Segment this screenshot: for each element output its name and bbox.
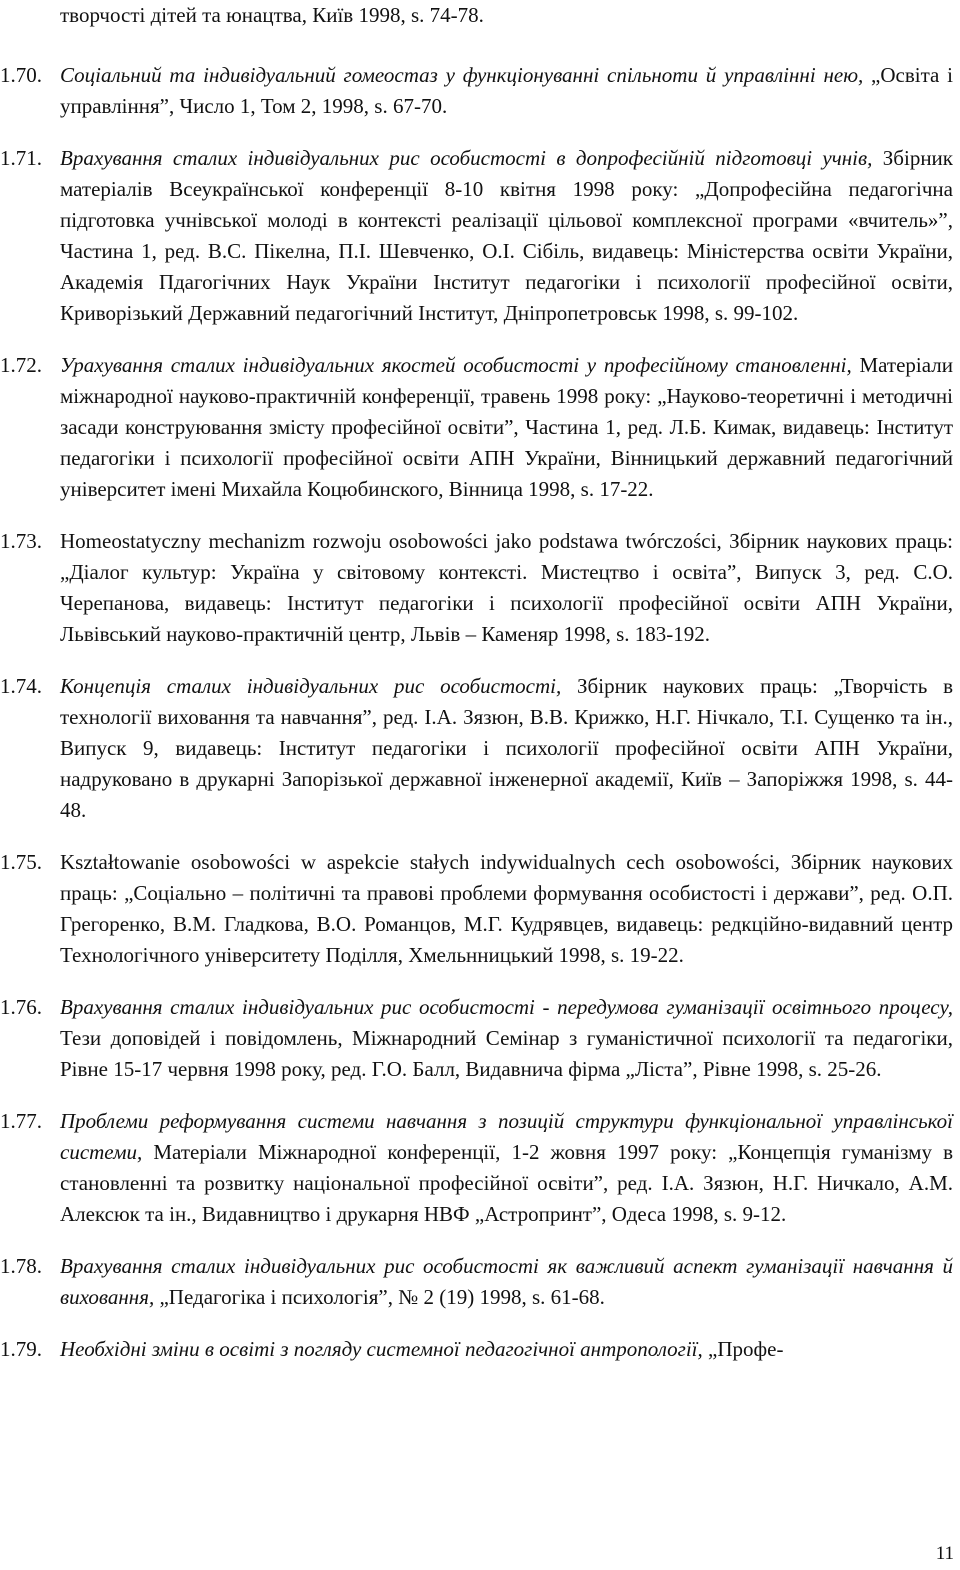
entry-text xyxy=(60,143,953,329)
entry-details: Матеріали міжнародної науково-практичній конференції, травень 1998 року: „Науково-теоретичні і методичні засади конструювання змісту професійної освіти”, Частина 1, ред. Л.Б. Кимак, видавець: Інститут педагогіки і психології професійної освіти АПН України, Вінницький державний педагогічний університет імені Михайла Коцюбинского, Вінница 1998, s. 17-22. xyxy=(60,353,953,501)
entry-text xyxy=(60,526,953,650)
entry-details: „Освіта і управління”, Число 1, Том 2, 1998, s. 67-70. xyxy=(60,63,954,118)
entry-text xyxy=(60,847,953,971)
page-number: 11 xyxy=(935,1543,954,1564)
entry-title: Врахування сталих індивідуальних рис особистості як важливий аспект гуманізації навчання й виховання, xyxy=(60,1254,953,1309)
entry-number: 1.75. xyxy=(0,850,42,874)
entry-number: 1.79. xyxy=(0,1337,42,1361)
entry-number: 1.71. xyxy=(0,146,42,170)
continuation-line: творчості дітей та юнацтва, Київ 1998, s. 74-78. xyxy=(60,3,484,27)
entry-title: Врахування сталих індивідуальних рис особистості в допрофесійній підготовці учнів, xyxy=(60,146,873,170)
entry-number: 1.73. xyxy=(0,529,42,553)
entry-details: Тези доповідей і повідомлень, Міжнародний Семінар з гуманістичної психології та педагогіки, Рівне 15-17 червня 1998 року, ред. Г.О. Балл, Видавнича фірма „Ліста”, Рівне 1998, s. 25-26. xyxy=(60,1026,953,1081)
entry-details: Збірник матеріалів Всеукраїнської конференції 8-10 квітня 1998 року: „Допрофесійна педагогічна підготовка учнівської молоді в контексті реалізації цільової комплексної програми «вчитель»”, Частина 1, ред. В.С. Пікелна, П.І. Шевченко, О.І. Сібіль, видавець: Міністерства освіти України, Академія Пдагогічних Наук України Інститут педагогіки і психології професійної освіти, Криворізький Державний педагогічний Інститут, Дніпропетровськ 1998, s. 99-102. xyxy=(60,146,954,325)
entry-title: Концепція сталих індивідуальних рис особистості, xyxy=(60,674,562,698)
entry-details: Матеріали Міжнародної конференції, 1-2 жовня 1997 року: „Концепція гуманізму в становленні та розвитку національної професійної освіти”, ред. І.А. Зязюн, Н.Г. Ничкало, А.М. Алексюк та ін., Видавництво і друкарня НВФ „Астропринт”, Одеса 1998, s. 9-12. xyxy=(60,1140,953,1226)
entry-number: 1.78. xyxy=(0,1254,42,1278)
bibliography-entry xyxy=(0,671,960,826)
entry-text xyxy=(60,1334,953,1365)
entry-text xyxy=(60,992,953,1085)
bibliography-entry xyxy=(0,992,960,1085)
entry-title: Урахування сталих індивідуальних якостей особистості у професійному становленні, xyxy=(60,353,852,377)
bibliography-entry xyxy=(0,350,960,505)
entry-text xyxy=(60,350,953,505)
bibliography-entry xyxy=(0,1251,960,1313)
bibliography-list xyxy=(0,60,960,1386)
bibliography-entry xyxy=(0,526,960,650)
entry-number: 1.76. xyxy=(0,995,42,1019)
entry-text xyxy=(60,1106,953,1230)
bibliography-entry xyxy=(0,847,960,971)
entry-number: 1.70. xyxy=(0,63,42,87)
entry-number: 1.72. xyxy=(0,353,42,377)
bibliography-entry xyxy=(0,1334,960,1365)
entry-details: Збірник наукових праць: „Творчість в технології виховання та навчання”, ред. І.А. Зязюн, В.В. Крижко, Н.Г. Нічкало, Т.І. Сущенко та ін., Випуск 9, видавець: Інститут педагогіки і психології професійної освіти АПН України, надруковано в друкарні Запорізької державної інженерної академії, Київ – Запоріжжя 1998, s. 44-48. xyxy=(60,674,953,822)
entry-number: 1.74. xyxy=(0,674,42,698)
entry-details: „Профе- xyxy=(702,1337,784,1361)
entry-text xyxy=(60,671,953,826)
entry-title: Проблеми реформування системи навчання з позицій структури функціональної управлінської системи, xyxy=(60,1109,953,1164)
entry-details: Homeostatyczny mechanizm rozwoju osobowości jako podstawa twórczości, Збірник наукових праць: „Діалог культур: Україна у світовому контексті. Мистецтво і освіта”, Випуск 3, ред. С.О. Черепанова, видавець: Інститут педагогіки і психології професійної освіти АПН України, Львівський науково-практичній центр, Львів – Каменяр 1998, s. 183-192. xyxy=(60,529,953,646)
entry-text xyxy=(60,60,953,122)
entry-title: Врахування сталих індивідуальних рис особистості - передумова гуманізації освітнього процесу, xyxy=(60,995,953,1019)
entry-title: Необхідні зміни в освіті з погляду системної педагогічної антропології, xyxy=(60,1337,703,1361)
entry-number: 1.77. xyxy=(0,1109,42,1133)
entry-details: „Педагогіка і психологія”, № 2 (19) 1998, s. 61-68. xyxy=(154,1285,605,1309)
bibliography-entry xyxy=(0,1106,960,1230)
bibliography-entry xyxy=(0,143,960,329)
bibliography-entry xyxy=(0,60,960,122)
entry-title: Соціальний та індивідуальний гомеостаз у функціонуванні спільноти й управлінні нею, xyxy=(60,63,864,87)
entry-details: Kształtowanie osobowości w aspekcie stałych indywidualnych cech osobowości, Збірник наукових праць: „Соціально – політичні та правові проблеми формування особистості і держави”, ред. О.П. Грегоренко, В.М. Гладкова, В.О. Романцов, М.Г. Кудрявцев, видавець: редкційно-видавний центр Технологічного університету Поділля, Хмельнницький 1998, s. 19-22. xyxy=(60,850,953,967)
entry-text xyxy=(60,1251,953,1313)
